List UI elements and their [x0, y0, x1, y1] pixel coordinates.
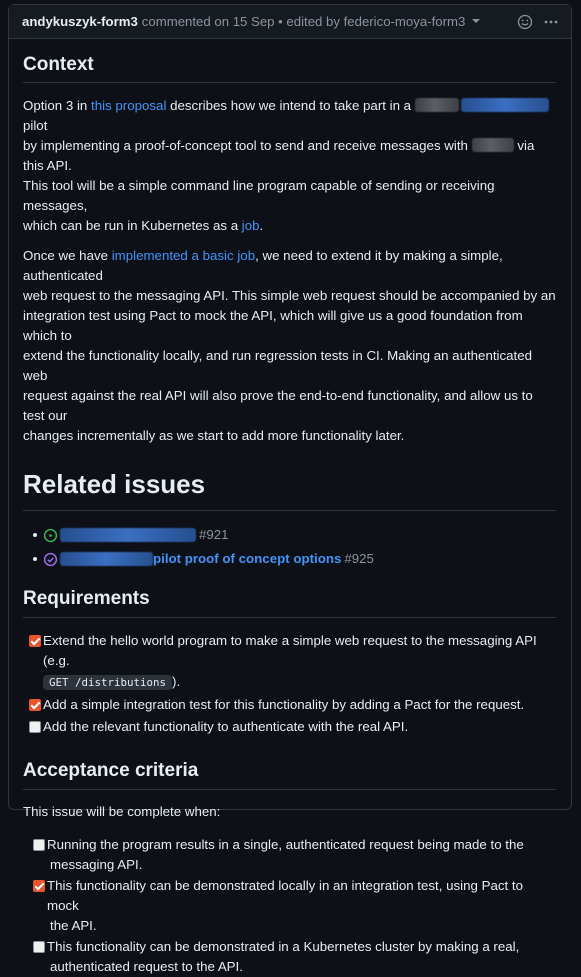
text: authenticated request to the API. — [50, 959, 243, 974]
text: request against the real API will also prove the end-to-end functionality, and allow us to test our — [23, 388, 533, 423]
author-link[interactable]: andykuszyk-form3 — [22, 14, 138, 29]
text: , we need to extend it by making a simple, authenticated — [23, 248, 503, 283]
text: which can be run in Kubernetes as a — [23, 218, 242, 233]
redacted-text — [415, 98, 459, 112]
task-checkbox-unchecked[interactable] — [33, 941, 45, 953]
requirements-task-list — [25, 631, 556, 737]
task-text: Add the relevant functionality to authenticate with the real API. — [43, 719, 409, 734]
issue-number: #925 — [344, 551, 374, 566]
acceptance-heading-wrap — [23, 759, 556, 790]
implemented-job-link[interactable]: implemented a basic job — [111, 248, 256, 263]
text: describes how we intend to take part in a — [166, 98, 415, 113]
task-text — [47, 937, 519, 977]
task-item — [25, 695, 556, 715]
task-checkbox-checked[interactable] — [29, 699, 41, 711]
context-paragraph-1 — [23, 96, 556, 236]
text: ). — [172, 674, 181, 689]
redacted-text — [472, 138, 514, 152]
task-checkbox-unchecked[interactable] — [33, 839, 45, 851]
acceptance-intro: This issue will be complete when: — [23, 804, 221, 819]
related-issues-list — [33, 523, 556, 571]
related-issue-921 — [33, 523, 556, 547]
text: Running the program results in a single, authenticated request being made to the — [47, 837, 524, 852]
text: messaging API. — [50, 857, 143, 872]
edit-history-caret-icon[interactable] — [472, 19, 480, 23]
related-heading-wrap — [23, 468, 556, 511]
proposal-link[interactable]: this proposal — [91, 98, 167, 113]
requirements-heading: Requirements — [23, 588, 150, 609]
issue-number: #921 — [199, 527, 229, 542]
text: extend the functionality locally, and run regression tests in CI. Making an authenticated web — [23, 348, 533, 383]
redacted-issue-title-prefix[interactable] — [60, 552, 153, 566]
text: This tool will be a simple command line program capable of sending or receiving messages, — [23, 178, 495, 213]
text: Once we have — [23, 248, 112, 263]
redacted-issue-title[interactable] — [60, 528, 196, 542]
task-text — [47, 876, 556, 936]
task-item — [29, 937, 556, 977]
task-item — [29, 876, 556, 936]
text: This functionality can be demonstrated locally in an integration test, using Pact to mock — [47, 878, 524, 913]
task-item — [25, 717, 556, 737]
related-issue-925 — [33, 547, 556, 571]
text: changes incrementally as we start to add more functionality later. — [23, 428, 405, 443]
text: Extend the hello world program to make a simple web request to the messaging API (e.g. — [43, 633, 537, 668]
context-heading: Context — [23, 54, 94, 75]
task-checkbox-checked[interactable] — [33, 880, 45, 892]
comment-meta[interactable]: commented on 15 Sep • edited by federico-moya-form3 — [141, 14, 466, 29]
context-heading-wrap — [23, 53, 556, 83]
text: This functionality can be demonstrated in a Kubernetes cluster by making a real, — [47, 939, 520, 954]
acceptance-task-list — [29, 835, 556, 977]
comment-body — [9, 53, 571, 977]
task-checkbox-unchecked[interactable] — [29, 721, 41, 733]
text: the API. — [50, 918, 97, 933]
task-text — [43, 631, 556, 693]
task-text — [47, 835, 524, 875]
issue-comment — [8, 4, 572, 974]
task-checkbox-checked[interactable] — [29, 635, 41, 647]
task-item — [25, 631, 556, 693]
requirements-heading-wrap — [23, 587, 556, 618]
redacted-link[interactable] — [461, 98, 549, 112]
text: Option 3 in — [23, 98, 92, 113]
job-link[interactable]: job — [241, 218, 260, 233]
task-item — [29, 835, 556, 875]
acceptance-heading: Acceptance criteria — [23, 760, 199, 781]
text: via this API. — [23, 138, 535, 173]
code-snippet: GET /distributions — [43, 675, 172, 690]
issue-closed-icon — [43, 552, 58, 567]
issue-open-icon — [43, 528, 58, 543]
issue-title-link[interactable]: pilot proof of concept options — [153, 551, 342, 566]
text: web request to the messaging API. This simple web request should be accompanied by an — [23, 288, 556, 303]
more-options-kebab-icon[interactable] — [543, 14, 559, 30]
comment-header — [9, 5, 571, 39]
text: by implementing a proof-of-concept tool to send and receive messages with — [23, 138, 472, 153]
related-issues-heading: Related issues — [23, 469, 206, 499]
text: pilot — [23, 118, 48, 133]
context-paragraph-2 — [23, 246, 556, 446]
task-text: Add a simple integration test for this functionality by adding a Pact for the request. — [43, 697, 525, 712]
text: . — [259, 218, 264, 233]
text: integration test using Pact to mock the API, which will give us a good foundation from which to — [23, 308, 523, 343]
add-reaction-smiley-icon[interactable] — [517, 14, 533, 30]
